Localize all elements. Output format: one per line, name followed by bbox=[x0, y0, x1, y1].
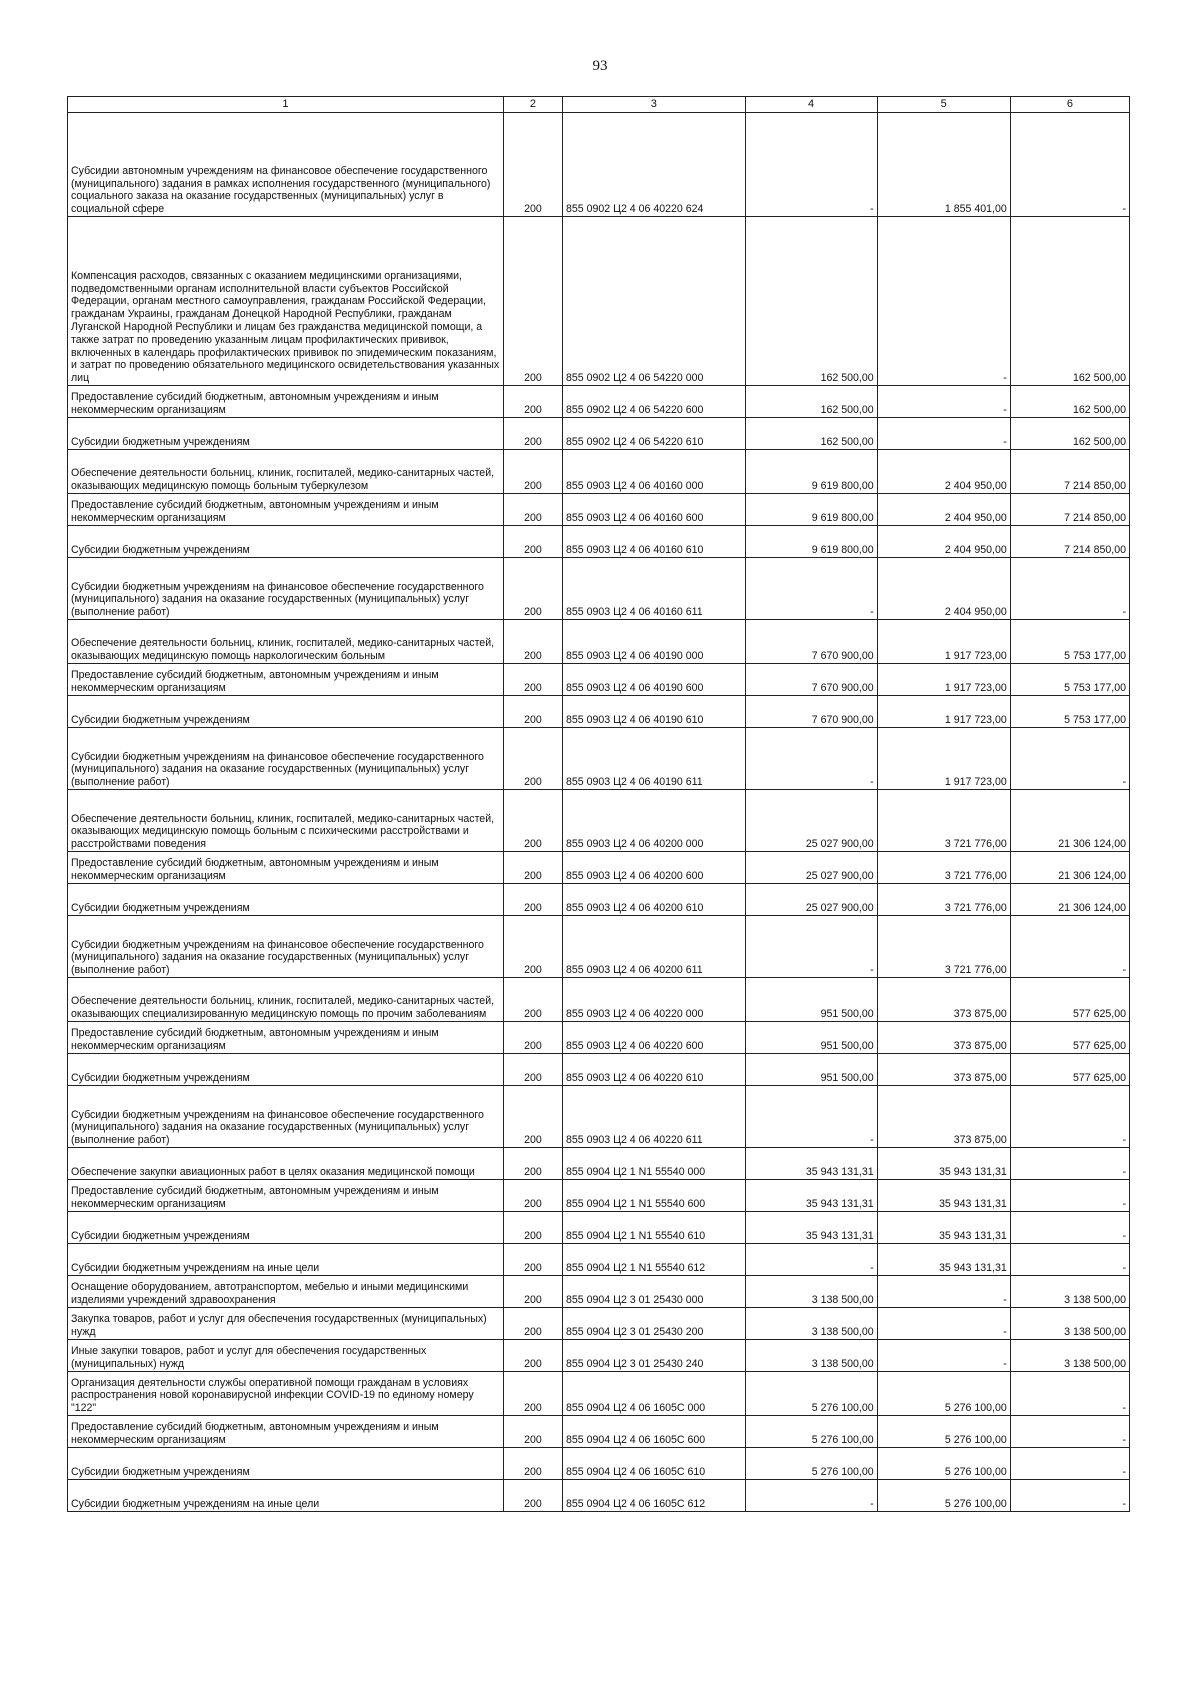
row-classification-code: 855 0903 Ц2 4 06 40190 611 bbox=[563, 728, 746, 790]
row-code: 200 bbox=[503, 1212, 562, 1244]
row-classification-code: 855 0902 Ц2 4 06 54220 000 bbox=[563, 217, 746, 386]
row-amount-col5: 3 721 776,00 bbox=[877, 790, 1010, 852]
row-amount-col5: 3 721 776,00 bbox=[877, 916, 1010, 978]
row-amount-col6: 577 625,00 bbox=[1010, 1022, 1129, 1054]
row-code: 200 bbox=[503, 1416, 562, 1448]
row-amount-total: 5 276 100,00 bbox=[745, 1416, 877, 1448]
row-code: 200 bbox=[503, 494, 562, 526]
row-amount-col5: 5 276 100,00 bbox=[877, 1480, 1010, 1512]
row-classification-code: 855 0903 Ц2 4 06 40220 610 bbox=[563, 1054, 746, 1086]
row-amount-total: 9 619 800,00 bbox=[745, 450, 877, 494]
row-classification-code: 855 0903 Ц2 4 06 40200 610 bbox=[563, 884, 746, 916]
row-amount-total: - bbox=[745, 113, 877, 217]
row-classification-code: 855 0904 Ц2 1 N1 55540 000 bbox=[563, 1148, 746, 1180]
row-amount-col5: 1 917 723,00 bbox=[877, 696, 1010, 728]
table-row bbox=[68, 113, 1130, 217]
table-row bbox=[68, 1086, 1130, 1148]
row-amount-col5: 1 917 723,00 bbox=[877, 728, 1010, 790]
table-row bbox=[68, 494, 1130, 526]
row-amount-col6: - bbox=[1010, 1480, 1129, 1512]
row-amount-total: 35 943 131,31 bbox=[745, 1148, 877, 1180]
row-amount-total: 162 500,00 bbox=[745, 386, 877, 418]
row-classification-code: 855 0904 Ц2 4 06 1605С 000 bbox=[563, 1372, 746, 1416]
row-amount-col5: - bbox=[877, 1340, 1010, 1372]
row-amount-total: 9 619 800,00 bbox=[745, 526, 877, 558]
row-description: Обеспечение деятельности больниц, клиник, госпиталей, медико-санитарных частей, оказывающих медицинскую помощь больным туберкулезом bbox=[68, 450, 504, 494]
row-description: Субсидии бюджетным учреждениям на финансовое обеспечение государственного (муниципального) задания на оказание государственных (муниципальных) услуг (выполнение работ) bbox=[68, 1086, 504, 1148]
row-amount-col6: 21 306 124,00 bbox=[1010, 790, 1129, 852]
table-row bbox=[68, 728, 1130, 790]
column-header: 1 bbox=[68, 97, 504, 113]
row-description: Субсидии бюджетным учреждениям bbox=[68, 1054, 504, 1086]
row-amount-col5: 373 875,00 bbox=[877, 1086, 1010, 1148]
row-description: Обеспечение деятельности больниц, клиник, госпиталей, медико-санитарных частей, оказывающих специализированную медицинскую помощь по прочим заболеваниям bbox=[68, 978, 504, 1022]
table-row bbox=[68, 526, 1130, 558]
row-amount-total: - bbox=[745, 728, 877, 790]
row-description: Предоставление субсидий бюджетным, автономным учреждениям и иным некоммерческим организациям bbox=[68, 1022, 504, 1054]
row-amount-col6: 3 138 500,00 bbox=[1010, 1276, 1129, 1308]
row-classification-code: 855 0903 Ц2 4 06 40220 600 bbox=[563, 1022, 746, 1054]
table-row bbox=[68, 978, 1130, 1022]
row-amount-col6: 21 306 124,00 bbox=[1010, 884, 1129, 916]
row-code: 200 bbox=[503, 1276, 562, 1308]
row-amount-col6: 162 500,00 bbox=[1010, 418, 1129, 450]
row-classification-code: 855 0903 Ц2 4 06 40190 600 bbox=[563, 664, 746, 696]
row-amount-total: - bbox=[745, 1480, 877, 1512]
row-description: Обеспечение закупки авиационных работ в целях оказания медицинской помощи bbox=[68, 1148, 504, 1180]
row-amount-col5: 35 943 131,31 bbox=[877, 1244, 1010, 1276]
page-number: 93 bbox=[592, 58, 608, 74]
table-row bbox=[68, 664, 1130, 696]
row-amount-col6: 3 138 500,00 bbox=[1010, 1308, 1129, 1340]
row-amount-col5: 2 404 950,00 bbox=[877, 558, 1010, 620]
row-amount-total: - bbox=[745, 916, 877, 978]
table-row bbox=[68, 418, 1130, 450]
row-amount-total: 25 027 900,00 bbox=[745, 790, 877, 852]
table-row bbox=[68, 386, 1130, 418]
row-code: 200 bbox=[503, 1148, 562, 1180]
row-description: Субсидии автономным учреждениям на финансовое обеспечение государственного (муниципального) задания в рамках исполнения государственного (муниципального) социального заказа на оказание государственных (муниципальных) услуг в социальной сфере bbox=[68, 113, 504, 217]
row-code: 200 bbox=[503, 916, 562, 978]
row-amount-total: - bbox=[745, 1086, 877, 1148]
row-amount-total: 3 138 500,00 bbox=[745, 1340, 877, 1372]
row-classification-code: 855 0903 Ц2 4 06 40160 000 bbox=[563, 450, 746, 494]
column-header: 6 bbox=[1010, 97, 1129, 113]
row-amount-col6: - bbox=[1010, 558, 1129, 620]
row-amount-total: 162 500,00 bbox=[745, 418, 877, 450]
row-description: Компенсация расходов, связанных с оказанием медицинскими организациями, подведомственными органам исполнительной власти субъектов Российской Федерации, органам местного самоуправления, гражданам Российской Федерации, гражданам Украины, гражданам Донецкой Народной Республики, гражданам Луганской Народной Республики и лицам без гражданства медицинской помощи, а также затрат по проведению указанным лицам профилактических прививок, включенных в календарь профилактических прививок по эпидемическим показаниям, и затрат по проведению обязательного медицинского освидетельствования указанных лиц bbox=[68, 217, 504, 386]
row-code: 200 bbox=[503, 1022, 562, 1054]
row-amount-total: 951 500,00 bbox=[745, 1054, 877, 1086]
row-description: Субсидии бюджетным учреждениям bbox=[68, 1448, 504, 1480]
row-amount-col5: - bbox=[877, 1276, 1010, 1308]
row-amount-col6: 7 214 850,00 bbox=[1010, 526, 1129, 558]
row-code: 200 bbox=[503, 217, 562, 386]
row-classification-code: 855 0903 Ц2 4 06 40190 000 bbox=[563, 620, 746, 664]
row-code: 200 bbox=[503, 664, 562, 696]
row-code: 200 bbox=[503, 620, 562, 664]
row-code: 200 bbox=[503, 1448, 562, 1480]
row-amount-col6: - bbox=[1010, 1086, 1129, 1148]
row-code: 200 bbox=[503, 696, 562, 728]
row-classification-code: 855 0904 Ц2 4 06 1605С 600 bbox=[563, 1416, 746, 1448]
row-amount-col5: 1 917 723,00 bbox=[877, 664, 1010, 696]
row-amount-col6: 21 306 124,00 bbox=[1010, 852, 1129, 884]
row-amount-col5: 3 721 776,00 bbox=[877, 852, 1010, 884]
row-amount-col5: - bbox=[877, 217, 1010, 386]
row-amount-col5: 2 404 950,00 bbox=[877, 450, 1010, 494]
row-code: 200 bbox=[503, 558, 562, 620]
row-code: 200 bbox=[503, 1480, 562, 1512]
row-description: Предоставление субсидий бюджетным, автономным учреждениям и иным некоммерческим организациям bbox=[68, 1416, 504, 1448]
row-classification-code: 855 0902 Ц2 4 06 54220 600 bbox=[563, 386, 746, 418]
row-classification-code: 855 0904 Ц2 3 01 25430 240 bbox=[563, 1340, 746, 1372]
row-description: Оснащение оборудованием, автотранспортом, мебелью и иными медицинскими изделиями учреждений здравоохранения bbox=[68, 1276, 504, 1308]
row-description: Субсидии бюджетным учреждениям bbox=[68, 1212, 504, 1244]
row-code: 200 bbox=[503, 1244, 562, 1276]
row-code: 200 bbox=[503, 978, 562, 1022]
table-row bbox=[68, 558, 1130, 620]
row-description: Предоставление субсидий бюджетным, автономным учреждениям и иным некоммерческим организациям bbox=[68, 494, 504, 526]
row-code: 200 bbox=[503, 1340, 562, 1372]
row-amount-total: - bbox=[745, 558, 877, 620]
row-amount-col6: - bbox=[1010, 113, 1129, 217]
row-description: Субсидии бюджетным учреждениям на иные цели bbox=[68, 1480, 504, 1512]
table-row bbox=[68, 1372, 1130, 1416]
table-row bbox=[68, 1480, 1130, 1512]
row-classification-code: 855 0903 Ц2 4 06 40200 611 bbox=[563, 916, 746, 978]
table-row bbox=[68, 852, 1130, 884]
table-row bbox=[68, 1148, 1130, 1180]
row-amount-col6: - bbox=[1010, 1148, 1129, 1180]
table-row bbox=[68, 1340, 1130, 1372]
row-amount-total: 3 138 500,00 bbox=[745, 1276, 877, 1308]
row-classification-code: 855 0903 Ц2 4 06 40200 000 bbox=[563, 790, 746, 852]
row-amount-total: 7 670 900,00 bbox=[745, 664, 877, 696]
table-row bbox=[68, 1054, 1130, 1086]
table-row bbox=[68, 1448, 1130, 1480]
row-amount-col5: 373 875,00 bbox=[877, 1054, 1010, 1086]
row-amount-col5: 5 276 100,00 bbox=[877, 1372, 1010, 1416]
row-amount-col5: 1 917 723,00 bbox=[877, 620, 1010, 664]
row-amount-col6: 5 753 177,00 bbox=[1010, 664, 1129, 696]
row-amount-col6: - bbox=[1010, 916, 1129, 978]
row-classification-code: 855 0903 Ц2 4 06 40200 600 bbox=[563, 852, 746, 884]
table-row bbox=[68, 217, 1130, 386]
row-code: 200 bbox=[503, 1180, 562, 1212]
row-amount-total: - bbox=[745, 1244, 877, 1276]
row-amount-col5: 3 721 776,00 bbox=[877, 884, 1010, 916]
table-row bbox=[68, 1244, 1130, 1276]
row-amount-col5: 2 404 950,00 bbox=[877, 526, 1010, 558]
row-classification-code: 855 0903 Ц2 4 06 40160 610 bbox=[563, 526, 746, 558]
row-classification-code: 855 0904 Ц2 1 N1 55540 612 bbox=[563, 1244, 746, 1276]
row-amount-col6: 162 500,00 bbox=[1010, 386, 1129, 418]
row-amount-col6: 7 214 850,00 bbox=[1010, 494, 1129, 526]
row-classification-code: 855 0904 Ц2 4 06 1605С 610 bbox=[563, 1448, 746, 1480]
row-description: Предоставление субсидий бюджетным, автономным учреждениям и иным некоммерческим организациям bbox=[68, 664, 504, 696]
row-amount-col6: - bbox=[1010, 1244, 1129, 1276]
row-amount-col5: - bbox=[877, 418, 1010, 450]
table-row bbox=[68, 1180, 1130, 1212]
row-amount-col5: 35 943 131,31 bbox=[877, 1212, 1010, 1244]
budget-table bbox=[67, 96, 1130, 1512]
row-classification-code: 855 0904 Ц2 1 N1 55540 610 bbox=[563, 1212, 746, 1244]
row-amount-col6: 577 625,00 bbox=[1010, 978, 1129, 1022]
row-amount-col5: - bbox=[877, 1308, 1010, 1340]
table-row bbox=[68, 916, 1130, 978]
row-description: Субсидии бюджетным учреждениям на финансовое обеспечение государственного (муниципального) задания на оказание государственных (муниципальных) услуг (выполнение работ) bbox=[68, 916, 504, 978]
row-amount-col6: - bbox=[1010, 1180, 1129, 1212]
row-amount-col6: - bbox=[1010, 1212, 1129, 1244]
row-code: 200 bbox=[503, 1372, 562, 1416]
column-header: 2 bbox=[503, 97, 562, 113]
row-classification-code: 855 0903 Ц2 4 06 40220 611 bbox=[563, 1086, 746, 1148]
row-amount-col6: - bbox=[1010, 1448, 1129, 1480]
row-amount-total: 7 670 900,00 bbox=[745, 620, 877, 664]
row-amount-col5: 35 943 131,31 bbox=[877, 1180, 1010, 1212]
row-description: Субсидии бюджетным учреждениям bbox=[68, 418, 504, 450]
row-code: 200 bbox=[503, 113, 562, 217]
row-amount-total: 5 276 100,00 bbox=[745, 1448, 877, 1480]
row-code: 200 bbox=[503, 1086, 562, 1148]
row-classification-code: 855 0903 Ц2 4 06 40220 000 bbox=[563, 978, 746, 1022]
row-description: Предоставление субсидий бюджетным, автономным учреждениям и иным некоммерческим организациям bbox=[68, 852, 504, 884]
row-amount-col5: 1 855 401,00 bbox=[877, 113, 1010, 217]
row-amount-total: 25 027 900,00 bbox=[745, 852, 877, 884]
row-amount-col5: - bbox=[877, 386, 1010, 418]
column-header: 4 bbox=[745, 97, 877, 113]
row-code: 200 bbox=[503, 526, 562, 558]
row-amount-col5: 2 404 950,00 bbox=[877, 494, 1010, 526]
row-description: Субсидии бюджетным учреждениям bbox=[68, 696, 504, 728]
row-code: 200 bbox=[503, 1308, 562, 1340]
row-amount-col6: 7 214 850,00 bbox=[1010, 450, 1129, 494]
row-description: Организация деятельности службы оперативной помощи гражданам в условиях распространения новой коронавирусной инфекции COVID-19 по единому номеру "122" bbox=[68, 1372, 504, 1416]
row-description: Закупка товаров, работ и услуг для обеспечения государственных (муниципальных) нужд bbox=[68, 1308, 504, 1340]
row-amount-col5: 35 943 131,31 bbox=[877, 1148, 1010, 1180]
row-classification-code: 855 0903 Ц2 4 06 40190 610 bbox=[563, 696, 746, 728]
row-classification-code: 855 0904 Ц2 3 01 25430 000 bbox=[563, 1276, 746, 1308]
table-row bbox=[68, 884, 1130, 916]
row-description: Субсидии бюджетным учреждениям на финансовое обеспечение государственного (муниципального) задания на оказание государственных (муниципальных) услуг (выполнение работ) bbox=[68, 728, 504, 790]
header-row bbox=[68, 97, 1130, 113]
row-description: Обеспечение деятельности больниц, клиник, госпиталей, медико-санитарных частей, оказывающих медицинскую помощь больным с психическими расстройствами и расстройствами поведения bbox=[68, 790, 504, 852]
row-code: 200 bbox=[503, 386, 562, 418]
row-description: Субсидии бюджетным учреждениям bbox=[68, 884, 504, 916]
column-header: 3 bbox=[563, 97, 746, 113]
row-amount-col6: - bbox=[1010, 1372, 1129, 1416]
row-description: Предоставление субсидий бюджетным, автономным учреждениям и иным некоммерческим организациям bbox=[68, 386, 504, 418]
table-row bbox=[68, 1276, 1130, 1308]
row-classification-code: 855 0902 Ц2 4 06 40220 624 bbox=[563, 113, 746, 217]
row-amount-col5: 373 875,00 bbox=[877, 1022, 1010, 1054]
table-row bbox=[68, 696, 1130, 728]
table-row bbox=[68, 620, 1130, 664]
row-classification-code: 855 0903 Ц2 4 06 40160 600 bbox=[563, 494, 746, 526]
row-description: Предоставление субсидий бюджетным, автономным учреждениям и иным некоммерческим организациям bbox=[68, 1180, 504, 1212]
row-amount-total: 35 943 131,31 bbox=[745, 1212, 877, 1244]
row-amount-total: 9 619 800,00 bbox=[745, 494, 877, 526]
table-row bbox=[68, 1022, 1130, 1054]
row-classification-code: 855 0904 Ц2 1 N1 55540 600 bbox=[563, 1180, 746, 1212]
row-code: 200 bbox=[503, 450, 562, 494]
row-amount-col5: 373 875,00 bbox=[877, 978, 1010, 1022]
row-amount-total: 25 027 900,00 bbox=[745, 884, 877, 916]
row-amount-col6: 3 138 500,00 bbox=[1010, 1340, 1129, 1372]
row-amount-total: 7 670 900,00 bbox=[745, 696, 877, 728]
row-amount-col5: 5 276 100,00 bbox=[877, 1448, 1010, 1480]
row-code: 200 bbox=[503, 1054, 562, 1086]
table-row bbox=[68, 450, 1130, 494]
table-row bbox=[68, 1308, 1130, 1340]
row-amount-total: 951 500,00 bbox=[745, 1022, 877, 1054]
row-amount-col6: - bbox=[1010, 1416, 1129, 1448]
row-code: 200 bbox=[503, 852, 562, 884]
row-amount-total: 951 500,00 bbox=[745, 978, 877, 1022]
row-code: 200 bbox=[503, 728, 562, 790]
row-amount-col6: 5 753 177,00 bbox=[1010, 620, 1129, 664]
row-code: 200 bbox=[503, 418, 562, 450]
row-classification-code: 855 0902 Ц2 4 06 54220 610 bbox=[563, 418, 746, 450]
row-amount-col6: - bbox=[1010, 728, 1129, 790]
row-amount-total: 162 500,00 bbox=[745, 217, 877, 386]
row-code: 200 bbox=[503, 790, 562, 852]
row-amount-total: 5 276 100,00 bbox=[745, 1372, 877, 1416]
row-description: Субсидии бюджетным учреждениям на финансовое обеспечение государственного (муниципального) задания на оказание государственных (муниципальных) услуг (выполнение работ) bbox=[68, 558, 504, 620]
row-amount-col6: 162 500,00 bbox=[1010, 217, 1129, 386]
table-row bbox=[68, 790, 1130, 852]
row-classification-code: 855 0904 Ц2 4 06 1605С 612 bbox=[563, 1480, 746, 1512]
row-description: Обеспечение деятельности больниц, клиник, госпиталей, медико-санитарных частей, оказывающих медицинскую помощь наркологическим больным bbox=[68, 620, 504, 664]
row-amount-col6: 5 753 177,00 bbox=[1010, 696, 1129, 728]
column-header: 5 bbox=[877, 97, 1010, 113]
row-amount-col5: 5 276 100,00 bbox=[877, 1416, 1010, 1448]
table-row bbox=[68, 1212, 1130, 1244]
row-description: Субсидии бюджетным учреждениям на иные цели bbox=[68, 1244, 504, 1276]
table-row bbox=[68, 1416, 1130, 1448]
row-amount-total: 35 943 131,31 bbox=[745, 1180, 877, 1212]
row-classification-code: 855 0903 Ц2 4 06 40160 611 bbox=[563, 558, 746, 620]
row-amount-total: 3 138 500,00 bbox=[745, 1308, 877, 1340]
row-classification-code: 855 0904 Ц2 3 01 25430 200 bbox=[563, 1308, 746, 1340]
row-code: 200 bbox=[503, 884, 562, 916]
row-description: Иные закупки товаров, работ и услуг для обеспечения государственных (муниципальных) нужд bbox=[68, 1340, 504, 1372]
row-amount-col6: 577 625,00 bbox=[1010, 1054, 1129, 1086]
row-description: Субсидии бюджетным учреждениям bbox=[68, 526, 504, 558]
